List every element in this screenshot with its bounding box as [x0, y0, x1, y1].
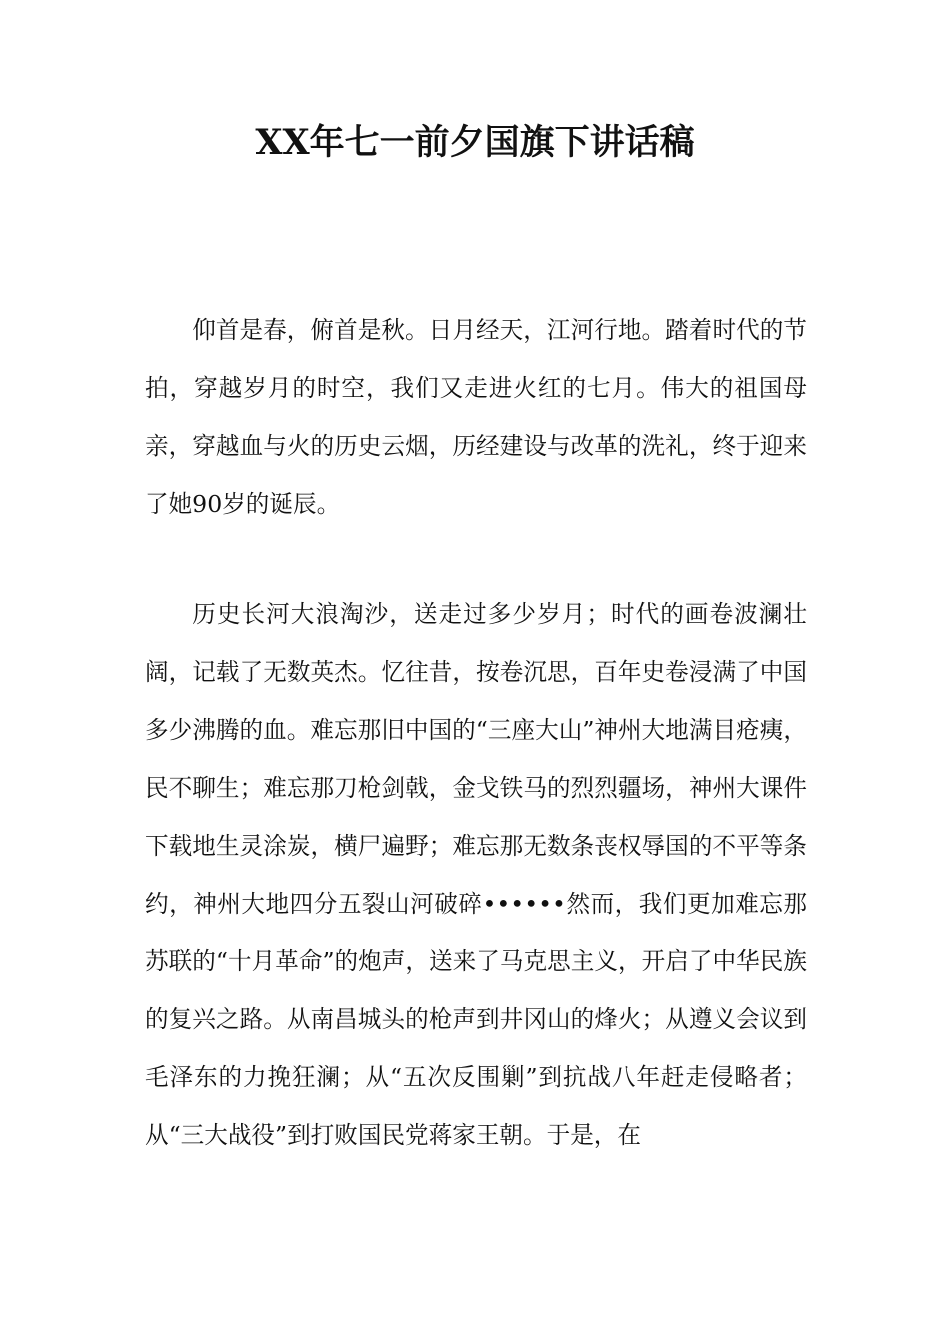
- body-paragraph-2: 历史长河大浪淘沙，送走过多少岁月；时代的画卷波澜壮阔，记载了无数英杰。忆往昔，按卷沉思，百年史卷浸满了中国多少沸腾的血。难忘那旧中国的“三座大山”神州大地满目疮痍，民不聊生；难忘那刀枪剑戟，金戈铁马的烈烈疆场，神州大课件下载地生灵涂炭，横尸遍野；难忘那无数条丧权辱国的不平等条约，神州大地四分五裂山河破碎••••••然而，我们更加难忘那苏联的“十月革命”的炮声，送来了马克思主义，开启了中华民族的复兴之路。从南昌城头的枪声到井冈山的烽火；从遵义会议到毛泽东的力挽狂澜；从“五次反围剿”到抗战八年赶走侵略者；从“三大战役”到打败国民党蒋家王朝。于是，在: [145, 600, 807, 1150]
- document-title: XX年七一前夕国旗下讲话稿: [255, 122, 695, 163]
- body-paragraph-2-container: [145, 586, 807, 1165]
- body-paragraph-1: 仰首是春，俯首是秋。日月经天，江河行地。踏着时代的节拍，穿越岁月的时空，我们又走进火红的七月。伟大的祖国母亲，穿越血与火的历史云烟，历经建设与改革的洗礼，终于迎来了她90岁的诞辰。: [145, 316, 807, 518]
- body-paragraph-1-container: [145, 302, 807, 534]
